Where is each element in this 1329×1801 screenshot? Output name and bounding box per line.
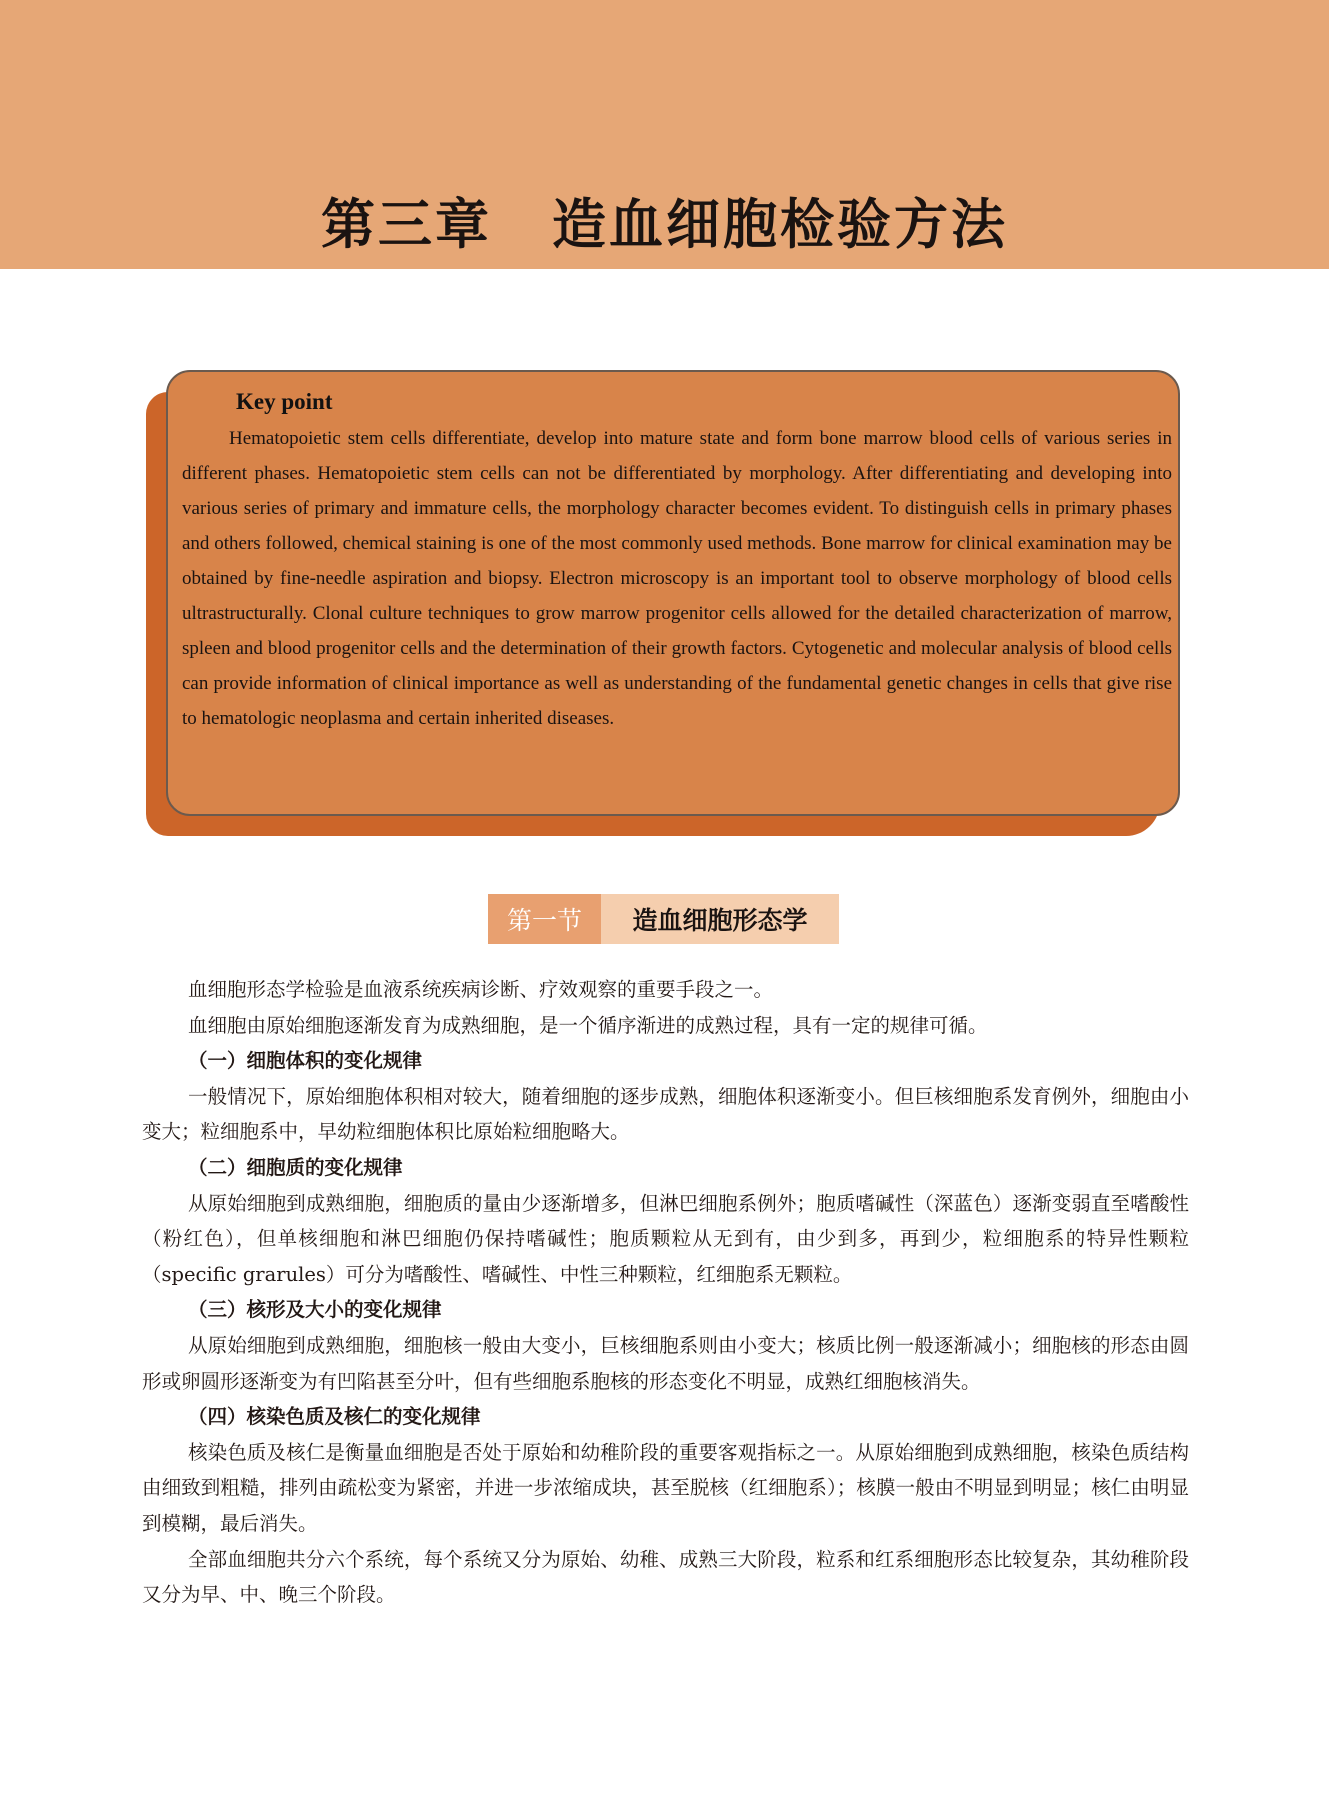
paragraph: 全部血细胞共分六个系统，每个系统又分为原始、幼稚、成熟三大阶段，粒系和红系细胞形态比较复杂，其幼稚阶段又分为早、中、晚三个阶段。 (142, 1547, 1189, 1607)
paragraph: 一般情况下，原始细胞体积相对较大，随着细胞的逐步成熟，细胞体积逐渐变小。但巨核细胞系发育例外，细胞由小变大；粒细胞系中，早幼粒细胞体积比原始粒细胞略大。 (142, 1084, 1189, 1144)
chapter-name: 造血细胞检验方法 (552, 193, 1008, 256)
paragraph: 血细胞由原始细胞逐渐发育为成熟细胞，是一个循序渐进的成熟过程，具有一定的规律可循。 (188, 1013, 988, 1037)
section-number: 第一节 (488, 894, 601, 944)
subheading: （四）核染色质及核仁的变化规律 (188, 1405, 481, 1429)
body-text (142, 972, 1189, 1613)
paragraph: 从原始细胞到成熟细胞，细胞核一般由大变小，巨核细胞系则由小变大；核质比例一般逐渐减小；细胞核的形态由圆形或卵圆形逐渐变为有凹陷甚至分叶，但有些细胞系胞核的形态变化不明显，成熟红细胞核消失。 (142, 1333, 1189, 1393)
chapter-number: 第三章 (321, 193, 492, 256)
section-title: 造血细胞形态学 (601, 894, 839, 944)
section-heading (488, 894, 839, 944)
chapter-title (0, 190, 1329, 260)
subheading: （三）核形及大小的变化规律 (188, 1298, 442, 1322)
key-point-title: Key point (236, 389, 333, 414)
paragraph: 血细胞形态学检验是血液系统疾病诊断、疗效观察的重要手段之一。 (188, 978, 774, 1001)
subheading: （一）细胞体积的变化规律 (188, 1049, 423, 1073)
paragraph: 核染色质及核仁是衡量血细胞是否处于原始和幼稚阶段的重要客观指标之一。从原始细胞到成熟细胞，核染色质结构由细致到粗糙，排列由疏松变为紧密，并进一步浓缩成块，甚至脱核（红细胞系）；核膜一般由不明显到明显；核仁由明显到模糊，最后消失。 (142, 1440, 1189, 1535)
subheading: （二）细胞质的变化规律 (188, 1155, 403, 1179)
key-point-text: Hematopoietic stem cells differentiate, develop into mature state and form bone marrow blood cells of various series in different phases. Hematopoietic stem cells can not be differentiated by morphology. After differentiating and developing into various series of primary and immature cells, the morphology character becomes evident. To distinguish cells in primary phases and others followed, chemical staining is one of the most commonly used methods. Bone marrow for clinical examination may be obtained by fine-needle aspiration and biopsy. Electron microscopy is an important tool to observe morphology of blood cells ultrastructurally. Clonal culture techniques to grow marrow progenitor cells allowed for the detailed characterization of marrow, spleen and blood progenitor cells and the determination of their growth factors. Cytogenetic and molecular analysis of blood cells can provide information of clinical importance as well as understanding of the fundamental genetic changes in cells that give rise to hematologic neoplasma and certain inherited diseases. (182, 428, 1172, 729)
paragraph: 从原始细胞到成熟细胞，细胞质的量由少逐渐增多，但淋巴细胞系例外；胞质嗜碱性（深蓝色）逐渐变弱直至嗜酸性（粉红色），但单核细胞和淋巴细胞仍保持嗜碱性；胞质颗粒从无到有，由少到多，再到少，粒细胞系的特异性颗粒（specific grarules）可分为嗜酸性、嗜碱性、中性三种颗粒，红细胞系无颗粒。 (142, 1191, 1189, 1286)
